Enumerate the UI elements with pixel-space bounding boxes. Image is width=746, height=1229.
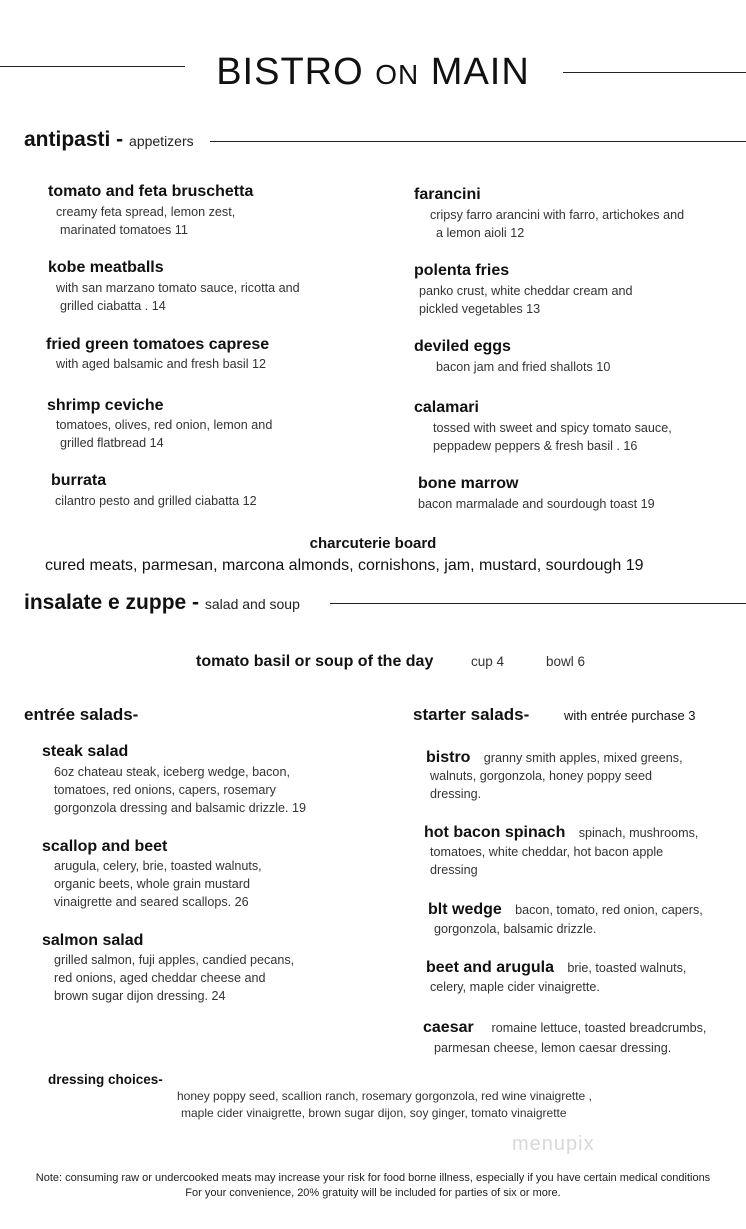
menu-item-desc: red onions, aged cheddar cheese and	[54, 971, 266, 985]
soup-cup-price: cup 4	[471, 654, 505, 669]
menu-item-desc: marinated tomatoes 11	[60, 223, 188, 237]
menu-item-name: burrata	[51, 472, 107, 489]
menu-item-name: fried green tomatoes caprese	[46, 336, 270, 353]
menu-item-desc: bacon marmalade and sourdough toast 19	[418, 497, 655, 511]
menu-item-name: shrimp ceviche	[47, 397, 164, 414]
title-part-1: BISTRO	[216, 51, 376, 93]
soup-bowl-price: bowl 6	[546, 654, 586, 669]
menu-item-desc: a lemon aioli 12	[436, 226, 525, 240]
insalate-title: insalate e zuppe -	[24, 591, 200, 614]
menu-item-desc: cilantro pesto and grilled ciabatta 12	[55, 494, 257, 508]
menu-item-name: bone marrow	[418, 475, 519, 492]
antipasti-heading	[24, 127, 194, 154]
starter-salad-line	[428, 900, 703, 920]
menu-item-name: blt wedge	[428, 901, 502, 918]
menu-item-desc: peppadew peppers & fresh basil . 16	[433, 439, 638, 453]
menu-item-desc: parmesan cheese, lemon caesar dressing.	[434, 1041, 672, 1055]
menu-item-name: kobe meatballs	[48, 259, 164, 276]
menu-item-desc: celery, maple cider vinaigrette.	[430, 980, 600, 994]
menu-item-desc: panko crust, white cheddar cream and	[419, 284, 633, 298]
title-part-small: ON	[375, 59, 420, 90]
starter-salads-heading: starter salads-	[413, 705, 530, 724]
menu-item-desc: cripsy farro arancini with farro, artichokes and	[430, 208, 685, 222]
footer-note-allergy: Note: consuming raw or undercooked meats may increase your risk for food borne illness, especially if you have certain medical conditions	[35, 1172, 711, 1184]
antipasti-subtitle: appetizers	[129, 133, 194, 149]
menu-item-desc: bacon, tomato, red onion, capers,	[515, 903, 703, 917]
charcuterie-board-desc: cured meats, parmesan, marcona almonds, cornishons, jam, mustard, sourdough 19	[45, 557, 644, 574]
menu-item-name: farancini	[414, 186, 481, 203]
menu-item-name: beet and arugula	[426, 959, 555, 976]
menu-item-name: polenta fries	[414, 262, 510, 279]
menu-item-desc: grilled ciabatta . 14	[60, 299, 166, 313]
insalate-rule	[330, 603, 746, 604]
restaurant-title	[0, 48, 746, 99]
header-rule-right	[563, 72, 746, 73]
menu-item-name: deviled eggs	[414, 338, 511, 355]
menu-item-name: scallop and beet	[42, 838, 168, 855]
menu-item-desc: vinaigrette and seared scallops. 26	[54, 895, 249, 909]
menu-item-desc: gorgonzola dressing and balsamic drizzle. 19	[54, 801, 307, 815]
starter-salad-line	[424, 823, 698, 843]
menu-item-name: caesar	[423, 1019, 474, 1036]
menu-item-desc: grilled salmon, fuji apples, candied pecans,	[54, 953, 295, 967]
menu-item-desc: dressing.	[430, 787, 482, 801]
starter-salad-line	[426, 958, 686, 978]
menu-item-desc: with aged balsamic and fresh basil 12	[56, 357, 267, 371]
entree-salads-heading: entrée salads-	[24, 705, 139, 724]
menu-item-name: steak salad	[42, 743, 129, 760]
dressing-choices-line: maple cider vinaigrette, brown sugar dijon, soy ginger, tomato vinaigrette	[181, 1106, 567, 1120]
menu-item-desc: romaine lettuce, toasted breadcrumbs,	[491, 1021, 707, 1035]
soup-name: tomato basil or soup of the day	[196, 653, 434, 670]
menu-item-desc: dressing	[430, 863, 478, 877]
title-part-2: MAIN	[419, 51, 530, 93]
menupix-watermark: menupix	[512, 1133, 595, 1155]
dressing-choices-line: honey poppy seed, scallion ranch, rosemary gorgonzola, red wine vinaigrette ,	[177, 1089, 592, 1103]
menu-item-name: tomato and feta bruschetta	[48, 183, 254, 200]
menu-item-desc: tossed with sweet and spicy tomato sauce,	[433, 421, 672, 435]
menu-item-desc: brie, toasted walnuts,	[567, 961, 687, 975]
charcuterie-board-title: charcuterie board	[309, 535, 437, 552]
menu-item-desc: tomatoes, white cheddar, hot bacon apple	[430, 845, 664, 859]
menu-item-desc: tomatoes, olives, red onion, lemon and	[56, 418, 273, 432]
starter-salads-note: with entrée purchase 3	[564, 708, 696, 723]
menu-item-name: bistro	[426, 749, 471, 766]
menu-item-desc: granny smith apples, mixed greens,	[483, 751, 683, 765]
menu-item-name: salmon salad	[42, 932, 144, 949]
menu-item-name: hot bacon spinach	[424, 824, 566, 841]
antipasti-title: antipasti -	[24, 128, 124, 151]
menu-item-desc: brown sugar dijon dressing. 24	[54, 989, 226, 1003]
menu-item-desc: creamy feta spread, lemon zest,	[56, 205, 236, 219]
starter-salad-line	[423, 1018, 706, 1038]
menu-item-desc: 6oz chateau steak, iceberg wedge, bacon,	[54, 765, 290, 779]
menu-item-desc: arugula, celery, brie, toasted walnuts,	[54, 859, 262, 873]
menu-item-desc: walnuts, gorgonzola, honey poppy seed	[430, 769, 652, 783]
menu-item-desc: with san marzano tomato sauce, ricotta and	[56, 281, 300, 295]
menu-item-desc: spinach, mushrooms,	[578, 826, 699, 840]
menu-item-desc: bacon jam and fried shallots 10	[436, 360, 611, 374]
menu-item-desc: organic beets, whole grain mustard	[54, 877, 251, 891]
insalate-heading	[24, 590, 300, 617]
insalate-subtitle: salad and soup	[204, 596, 300, 612]
menu-item-desc: grilled flatbread 14	[60, 436, 164, 450]
menu-item-desc: gorgonzola, balsamic drizzle.	[434, 922, 597, 936]
dressing-choices-label: dressing choices-	[48, 1072, 163, 1087]
antipasti-rule	[210, 141, 746, 142]
menu-item-desc: pickled vegetables 13	[419, 302, 541, 316]
footer-note-gratuity: For your convenience, 20% gratuity will be included for parties of six or more.	[185, 1187, 561, 1199]
menu-item-name: calamari	[414, 399, 479, 416]
starter-salad-line	[426, 748, 683, 768]
menu-item-desc: tomatoes, red onions, capers, rosemary	[54, 783, 276, 797]
